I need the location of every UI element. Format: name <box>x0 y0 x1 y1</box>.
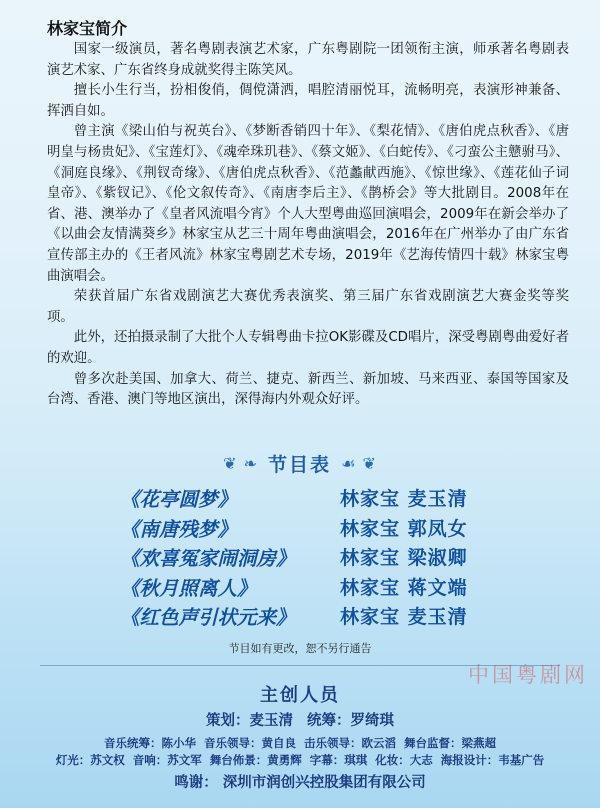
program-heading-text: 节目表 <box>268 453 332 476</box>
crew-title: 主创人员 <box>260 685 340 706</box>
program-item-title: 《秋月照离人》 <box>120 576 257 600</box>
program-item-cast: 林家宝 麦玉清 <box>340 488 468 510</box>
crew-acknowledgement: 鸣谢： 深圳市润创兴控股集团有限公司 <box>174 775 426 791</box>
crew-credit: 舞台监督：梁燕超 <box>404 736 496 750</box>
bio-paragraph: 国家一级演员，著名粤剧表演艺术家，广东粤剧院一团领衔主演，师承著名粤剧表演艺术家、广东省终身成就奖得主陈笑风。 <box>47 42 569 78</box>
program-item <box>0 484 600 514</box>
crew-credit: 音响：苏文军 <box>132 753 202 767</box>
ornament-right-icon: ☙ ❦ <box>341 453 377 473</box>
crew-line-planning <box>0 709 600 730</box>
crew-line-technical <box>0 752 600 768</box>
program-item-cast: 林家宝 麦玉清 <box>340 606 468 629</box>
crew-line-music <box>0 735 600 751</box>
ornament-left-icon: ❦ ❧ <box>223 453 259 473</box>
crew-credit: 击乐领导：欧云滔 <box>304 736 396 750</box>
crew-credit: 策划：麦玉清 <box>206 713 293 729</box>
crew-credit: 音乐统筹：陈小华 <box>104 736 196 750</box>
program-item <box>0 573 600 603</box>
bio-paragraph: 曾主演《梁山伯与祝英台》、《梦断香销四十年》、《梨花情》、《唐伯虎点秋香》、《唐明皇与杨贵妃》、《宝莲灯》、《魂牵珠玑巷》、《蔡文姬》、《白蛇传》、《刁蛮公主戆驸马》、《洞庭良缘》、《荆钗奇缘》、《唐伯虎点秋香》、《范蠡献西施》、《惊世缘》、《莲花仙子词皇帝》、《紫钗记》、《伦文叙传奇》、《南唐李后主》、《鹊桥会》等大批剧目。2008年在省、港、澳举办了《皇者风流唱今宵》个人大型粤曲巡回演唱会，2009年在新会举办了《以曲会友情满葵乡》林家宝从艺三十周年粤曲演唱会，2016年在广州举办了由广东省宣传部主办的《王者风流》林家宝粤剧艺术专场，2019年《艺海传情四十载》林家宝粤曲演唱会。 <box>47 124 569 284</box>
program-item <box>0 602 600 632</box>
crew-credit: 海报设计：韦基广告 <box>440 753 545 767</box>
program-item-cast: 林家宝 梁淑卿 <box>340 547 468 570</box>
crew-credit: 舞台佈景：黄勇辉 <box>209 753 302 767</box>
crew-credit: 灯光：苏文权 <box>55 753 125 767</box>
program-item-title: 《花亭圆梦》 <box>120 488 238 511</box>
program-item-title: 《欢喜冤家闹洞房》 <box>120 547 296 571</box>
bio-paragraph: 此外，还拍摄录制了大批个人专辑粤曲卡拉OK影碟及CD唱片，深受粤剧粤曲爱好者的欢迎。 <box>47 330 569 366</box>
crew-credit: 音乐领导：黄自良 <box>204 736 296 750</box>
program-item <box>0 543 600 573</box>
program-heading <box>0 450 600 476</box>
program-item-title: 《南唐残梦》 <box>120 517 238 541</box>
crew-credit: 统筹：罗绮琪 <box>307 713 394 729</box>
program-item-title: 《红色声引状元来》 <box>120 606 296 630</box>
program-list <box>0 484 600 632</box>
bio-paragraph: 曾多次赴美国、加拿大、荷兰、捷克、新西兰、新加坡、马来西亚、泰国等国家及台湾、香港、澳门等地区演出，深得海内外观众好评。 <box>47 371 569 408</box>
bio-text <box>47 40 569 411</box>
program-change-note: 节目如有更改，恕不另行通告 <box>228 642 372 655</box>
crew-credit: 化妆：大志 <box>375 753 433 767</box>
bio-paragraph: 荣获首届广东省戏剧演艺大赛优秀表演奖、第三届广东省戏剧演艺大赛金奖等奖项。 <box>47 289 569 325</box>
site-watermark: 中国粤剧网 <box>468 663 588 687</box>
program-item-cast: 林家宝 蒋文端 <box>340 576 468 599</box>
program-item-cast: 林家宝 郭凤女 <box>340 517 468 540</box>
bio-paragraph: 擅长小生行当，扮相俊俏，倜傥潇洒，唱腔清丽悦耳，流畅明亮，表演形神兼备、挥洒自如。 <box>47 83 569 119</box>
crew-credit: 字幕：琪琪 <box>309 753 368 767</box>
program-item <box>0 514 600 544</box>
bio-title: 林家宝简介 <box>47 19 128 38</box>
